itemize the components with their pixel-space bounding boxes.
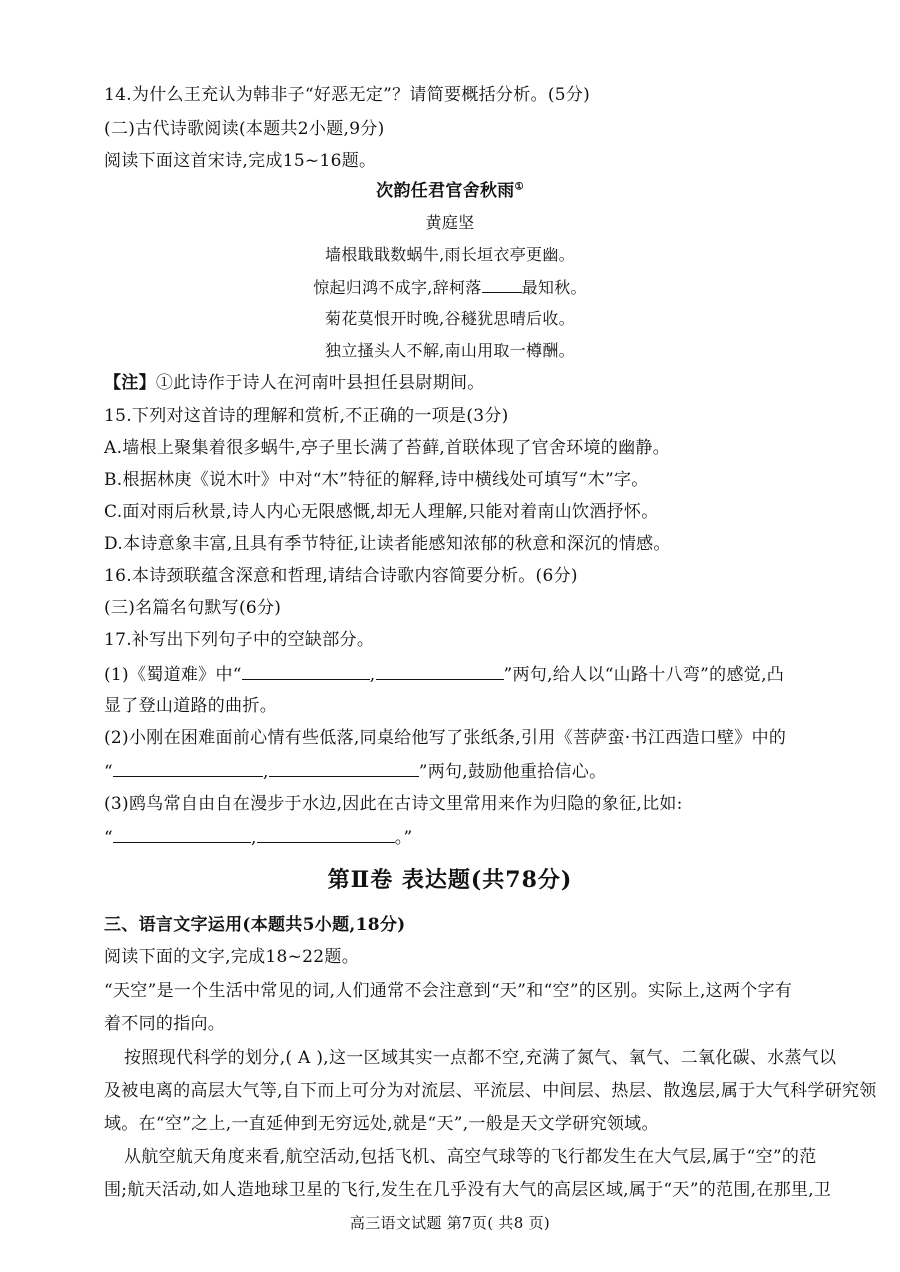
section-dictation-heading: (三)名篇名句默写(6分) — [104, 598, 282, 618]
paragraph-3-line-2: 围;航天活动,如人造地球卫星的飞行,发生在几乎没有大气的高层区域,属于“天”的范围,在那里,卫 — [104, 1180, 832, 1200]
poem-note — [104, 372, 804, 394]
poem-line-3: 菊花莫恨开时晚,谷穟犹思晴后收。 — [325, 309, 575, 328]
section-language-heading: 三、语言文字运用(本题共5小题,18分) — [104, 915, 406, 935]
paragraph-1-line-2: 着不同的指向。 — [104, 1014, 226, 1034]
question-15: 15.下列对这首诗的理解和赏析,不正确的一项是(3分) — [104, 406, 509, 426]
poem-line-2 — [0, 276, 900, 299]
poem-title — [0, 180, 900, 202]
answer-blank — [269, 760, 419, 777]
question-15-option-b: B.根据林庚《说木叶》中对“木”特征的解释,诗中横线处可填写“木”字。 — [104, 470, 649, 490]
question-17-2: (2)小刚在困难面前心情有些低落,同桌给他写了张纸条,引用《菩萨蛮·书江西造口壁》中的 — [104, 728, 787, 748]
poem-note-label: 【注】 — [104, 373, 156, 393]
question-15-option-c: C.面对雨后秋景,诗人内心无限感慨,却无人理解,只能对着南山饮酒抒怀。 — [104, 502, 659, 522]
poem-line-2-start: 惊起归鸿不成字,辞柯落 — [313, 278, 482, 297]
poem-line-4: 独立搔头人不解,南山用取一樽酬。 — [325, 341, 575, 360]
answer-blank — [242, 663, 370, 680]
answer-blank — [113, 826, 251, 843]
poetry-instruction: 阅读下面这首宋诗,完成15~16题。 — [104, 151, 377, 171]
question-17-1-cont: 显了登山道路的曲折。 — [104, 696, 277, 716]
question-14: 14.为什么王充认为韩非子“好恶无定”？请简要概括分析。(5分) — [104, 85, 591, 105]
question-15-option-d: D.本诗意象丰富,且具有季节特征,让读者能感知浓郁的秋意和深沉的情感。 — [104, 534, 671, 554]
poem-note-text: ①此诗作于诗人在河南叶县担任县尉期间。 — [155, 373, 485, 393]
poem-line-2-end: 最知秋。 — [521, 278, 587, 297]
part-2-title: 第Ⅱ卷 表达题(共78分) — [327, 867, 573, 893]
question-17-1-start: (1)《蜀道难》中“ — [104, 665, 242, 685]
paragraph-1-line-1: “天空”是一个生活中常见的词,人们通常不会注意到“天”和“空”的区别。实际上,这两个字有 — [104, 981, 793, 1001]
language-instruction: 阅读下面的文字,完成18~22题。 — [104, 947, 360, 967]
answer-blank — [257, 826, 395, 843]
question-17-1-end: ”两句,给人以“山路十八弯”的感觉,凸 — [503, 665, 785, 685]
question-17-3-end: 。” — [394, 828, 413, 848]
paragraph-3-line-1: 从航空航天角度来看,航空活动,包括飞机、高空气球等的飞行都发生在大气层,属于“空”的范 — [124, 1147, 817, 1167]
question-16: 16.本诗颈联蕴含深意和哲理,请结合诗歌内容简要分析。(6分) — [104, 566, 578, 586]
answer-blank — [376, 663, 504, 680]
question-17-3: (3)鸥鸟常自由自在漫步于水边,因此在古诗文里常用来作为归隐的象征,比如: — [104, 794, 683, 814]
poem-line-1: 墙根戢戢数蜗牛,雨长垣衣亭更幽。 — [325, 245, 575, 264]
question-17-3-cont: “ , 。” — [104, 828, 413, 848]
poem-blank — [482, 276, 522, 293]
poem-author: 黄庭坚 — [425, 213, 475, 232]
question-17: 17.补写出下列句子中的空缺部分。 — [104, 630, 375, 650]
paragraph-2-line-2: 及被电离的高层大气等,自下而上可分为对流层、平流层、中间层、热层、散逸层,属于大气科学研究领 — [104, 1081, 877, 1101]
paragraph-2-line-3: 域。在“空”之上,一直延伸到无穷远处,就是“天”,一般是天文学研究领域。 — [104, 1114, 659, 1134]
answer-blank — [113, 760, 263, 777]
question-15-option-a: A.墙根上聚集着很多蜗牛,亭子里长满了苔藓,首联体现了官舍环境的幽静。 — [104, 438, 670, 458]
section-ancient-poetry-heading: (二)古代诗歌阅读(本题共2小题,9分) — [104, 119, 385, 139]
paragraph-2-line-1: 按照现代科学的划分,( A ),这一区域其实一点都不空,充满了氮气、氧气、二氧化碳、水蒸气以 — [124, 1048, 837, 1068]
page-footer: 高三语文试题 第7页( 共8 页) — [349, 1214, 551, 1232]
question-17-2-cont: “ , ”两句,鼓励他重拾信心。 — [104, 762, 607, 782]
question-17-2-end: ”两句,鼓励他重拾信心。 — [418, 762, 607, 782]
question-17-1: (1)《蜀道难》中“ , ”两句,给人以“山路十八弯”的感觉,凸 — [104, 665, 785, 685]
poem-note-mark: ① — [514, 181, 524, 193]
poem-title-text: 次韵任君官舍秋雨 — [376, 181, 515, 201]
